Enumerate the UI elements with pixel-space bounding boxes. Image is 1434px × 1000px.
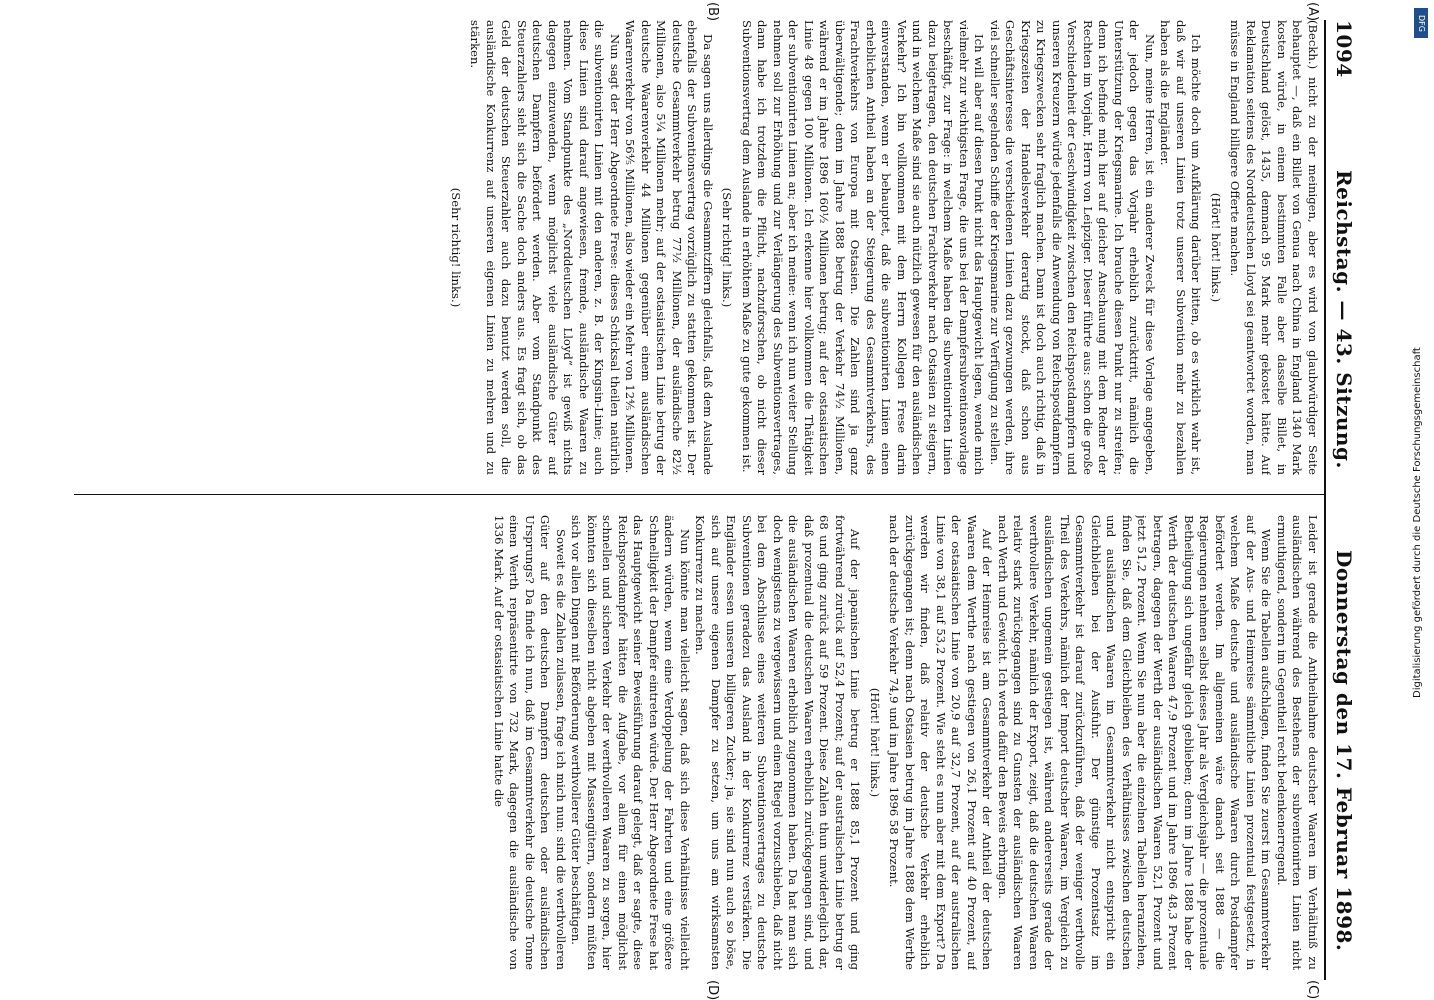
paragraph: (Beckh.) nicht zu der meinigen, aber es wird von glaubwürdiger Seite behauptet —, daß ein Billet von Genua nach China in England 1340 Mark kosten würde, in einem bestimmten Falle aber dasselbe Billet, in Deutschland gelöst, 1435, demnach 95 Mark mehr gekostet hätte. Auf Reklamation seitens des Norddeutschen Lloyd sei geantwortet worden, man müsse in England billigere Offerte machen. (1228, 20, 1320, 475)
digitization-credit (1412, 8, 1428, 998)
paragraph: Wenn Sie die Tabellen aufschlagen, finden Sie zuerst im Gesammtverkehr auf der Aus- und Heimreise sämmtliche Linien prozentual festgesetzt, in welchem Maße deutsche und ausländische Waaren durch Postdampfer befördert werden. Im allgemeinen wäre danach seit 1888 — die Regierungen nehmen selbst dieses Jahr als Vergleichsjahr — die prozentuale Betheiligung sich ungefähr gleich geblieben; denn im Jahre 1888 habe der Werth der deutschen Waaren 47,9 Prozent und im Jahre 1896 48,3 Prozent betragen, dagegen der Werth der ausländischen Waaren 52,1 Prozent und jetzt 51,2 Prozent. Wenn Sie nun aber die einzelnen Tabellen heranziehen, finden Sie, daß dem Gleichbleiben des Verhältnisses zwischen deutschen und ausländischen Waaren im Gesammtverkehr nicht entspricht ein Gleichbleiben bei der Ausfuhr. Der günstige Prozentsatz im Gesammtverkehr ist darauf zurückzuführen, daß der weniger werthvolle Theil des Verkehrs, nämlich der Import deutscher Waaren, im Vergleich zu ausländischen ungemein gestiegen ist, während andererseits gerade der werthvollere Verkehr, nämlich der Export, zeigt, daß die deutschen Waaren relativ stark zurückgegangen sind zu Gunsten der ausländischen Waaren nach Werth und Gewicht. Ich werde dafür den Beweis erbringen. (996, 515, 1274, 970)
interjection: (Hört! hört! links.) (868, 687, 882, 798)
margin-marker-a: (A) (1305, 2, 1320, 22)
interjection: (Sehr richtig! links.) (720, 187, 735, 308)
paragraph: Leider ist gerade die Antheilnahme deutscher Waaren im Verhältniß zu ausländischen während des Bestehens der subventionirten Linien nicht ermuthigend, sondern im Gegentheil recht bedenkenerregend. (1275, 515, 1320, 970)
margin-marker-b: (B) (705, 2, 720, 22)
paragraph: Auf der Heimreise ist am Gesammtverkehr der Antheil der deutschen Waaren dem Werthe nach gestiegen von 26,1 Prozent auf 40 Prozent, auf der ostasiatischen Linie von 20,9 auf 32,7 Prozent, auf der australischen Linie von 38,1 auf 53,2 Prozent. Wie steht es nun aber mit dem Export? Da werden wir finden, daß relativ der deutsche Verkehr erheblich zurückgegangen ist; denn nach Ostasien betrug im Jahre 1888 dem Werthe nach der deutsche Verkehr 74,9 und im Jahre 1896 58 Prozent. (887, 515, 995, 970)
right-text-column (75, 515, 1320, 970)
margin-marker-c: (C) (1305, 980, 1320, 1000)
session-title: Reichstag. — 43. Sitzung. (1332, 170, 1356, 469)
margin-marker-d: (D) (705, 980, 720, 1000)
left-text-column (75, 20, 1320, 475)
paragraph: Auf der japanischen Linie betrug er 1888 85,1 Prozent und ging fortwährend zurück auf 52,4 Prozent; auf der australischen Linie betrug er 68 und ging zurück auf 59 Prozent. Diese Zahlen thun unwiderleglich dar, daß prozentual die deutschen Waaren erheblich zurückgegangen sind, und die ausländischen Waaren erheblich zugenommen haben. Da hat man sich doch wenigstens zu vergewissern und einen Riegel vorzuschieben, daß nicht bei dem Abschlusse eines weiteren Subventionsvertrages zu deutsche Subventionen geradezu das Ausland in der Konkurrenz verstärken. Die Engländer essen unseren billigeren Zucker; ja, sie sind nun auch so böse, sich auf unsere eigenen Dampfer zu setzen, um uns am wirksamsten Konkurrenz zu machen. (693, 515, 863, 970)
interjection: (Sehr richtig! links.) (449, 187, 463, 308)
paragraph: Nun, meine Herren, ist ein anderer Zweck für diese Vorlage angegeben, der jedoch gegen das Vorjahr erheblich zurücktritt, nämlich die Unterstützung der Kriegsmarine. Ich brauche diesen Punkt nur zu streifen; denn ich befinde mich hier auf gleicher Anschauung mit dem Redner der Rechten im Vorjahr, Herrn von Leipziger. Dieser führte aus: schon die große Verschiedenheit der Geschwindigkeit zwischen den Reichspostdampfern und unseren Kreuzern würde jedenfalls die Anwendung von Reichspostdampfern zu Kriegszwecken sehr fraglich machen. Dann ist doch auch richtig, daß in Kriegszeiten der Handelsverkehr derartig stockt, daß schon aus Geschäftsinteresse die verschiedenen Linien dazu gezwungen werden, ihre viel schneller segelnden Schiffe der Kriegsmarine zur Verfügung zu stellen. (988, 20, 1157, 475)
paragraph: Ich will aber auf diesen Punkt nicht das Hauptgewicht legen, wende mich vielmehr zur wichtigsten Frage, die uns bei der Dampfersubventionsvorlage beschäftigt, zur Frage: in welchem Maße haben die subventionirten Linien dazu beigetragen, den deutschen Frachtverkehr nach Ostasien zu steigern, und in welchem Maße sind sie auch nützlich gewesen für den ausländischen Verkehr? Ich bin vollkommen mit dem Herrn Kollegen Frese darin einverstanden, wenn er behauptet, daß die subventionirten Linien einen erheblichen Antheil haben an der Steigerung des Gesammtverkehrs, des Frachtverkehrs von Europa mit Ostasien. Die Zahlen sind ja ganz überwältigende; denn im Jahre 1888 betrug der Verkehr 74½ Millionen, während er im Jahre 1896 160½ Millionen betrug; auf der ostasiatischen Linie 48 gegen 100 Millionen. Ich erkenne hier vollkommen die Thätigkeit der subventionirten Linien an; aber ich meine: wenn ich nun weiter Stellung nehmen soll zur Erhöhung und zur Verlängerung des Subventionsvertrages, dann habe ich trotzdem die Pflicht, nachzuforschen, ob nicht dieser Subventionsvertrag dem Auslande in erhöhtem Maße zu gute gekommen ist. (740, 20, 987, 475)
paragraph: Nun könnte man vielleicht sagen, daß sich diese Verhältnisse vielleicht ändern würden, wenn eine Verdoppelung der Fahrten und eine größere Schnelligkeit der Dampfer eintreten würde. Der Herr Abgeordnete Frese hat das Hauptgewicht seiner Beweisführung darauf gelegt, daß er sagte, diese Reichspostdampfer hätten die Aufgabe, vor allem für einen möglichst schnellen und sicheren Verkehr der werthvolleren Waaren zu sorgen, hier könnten sich dieselben nicht abgeben mit Massengütern, sondern müßten sich vor allen Dingen mit Beförderung werthvollerer Güter beschäftigen. (569, 515, 692, 970)
column-divider (74, 494, 1324, 495)
dfg-logo: DFG (1414, 8, 1428, 38)
session-date: Donnerstag den 17. Februar 1898. (1332, 550, 1356, 952)
interjection: (Hört! hört! links.) (1209, 192, 1223, 303)
digitization-credit-text: Digitalisierung gefördert durch die Deutsche Forschungsgemeinschaft (1412, 347, 1423, 698)
paragraph: Da sagen uns allerdings die Gesammtziffern gleichfalls, daß dem Auslande ebenfalls der Subventionsvertrag vorzüglich zu statten gekommen ist. Der deutsche Gesammtverkehr betrug 77½ Millionen, der ausländische 82½ Millionen, also 5¼ Millionen mehr; auf der ostasiatischen Linie betrug der deutsche Waarenverkehr 44 Millionen gegenüber einem ausländischen Waarenverkehr von 56⅘ Millionen, also wieder ein Mehr von 12⅘ Millionen. (623, 20, 715, 475)
paragraph: Soweit es die Zahlen zulassen, frage ich mich nun: sind die werthvolleren Güter auf den deutschen Dampfern deutschen oder ausländischen Ursprungs? Da finde ich nun, daß im Gesammtverkehr die deutsche Tonne einen Werth repräsentirte von 732 Mark, dagegen die ausländische von 1336 Mark. Auf der ostasiatischen Linie hatte die (492, 515, 568, 970)
rotated-newspaper-page (70, 2, 1360, 1000)
page-header (1324, 20, 1360, 980)
paragraph: Ich möchte doch um Aufklärung darüber bitten, ob es wirklich wahr ist, daß wir auf unseren Linien trotz unserer Subvention mehr zu bezahlen haben als die Engländer. (1158, 20, 1204, 475)
paragraph: Nun sagt der Herr Abgeordnete Frese: dieses Schicksal theilen natürlich die subventionirten Linien mit den anderen, z. B. der Kingsin-Linie; auch diese Linien sind darauf angewiesen, fremde, ausländische Waaren zu nehmen. Vom Standpunkte des „Norddeutschen Lloyd“ ist gewiß nichts dagegen einzuwenden, wenn möglichst viele ausländische Güter auf deutschen Dampfern befördert werden. Aber vom Standpunkt des Steuerzahlers sieht sich die Sache doch anders aus. Es fragt sich, ob das Geld der deutschen Steuerzahler auch dazu benutzt werden soll, die ausländische Konkurrenz auf unseren eigenen Linien zu mehren und zu stärken. (468, 20, 622, 475)
page-number: 1094 (1332, 20, 1356, 78)
